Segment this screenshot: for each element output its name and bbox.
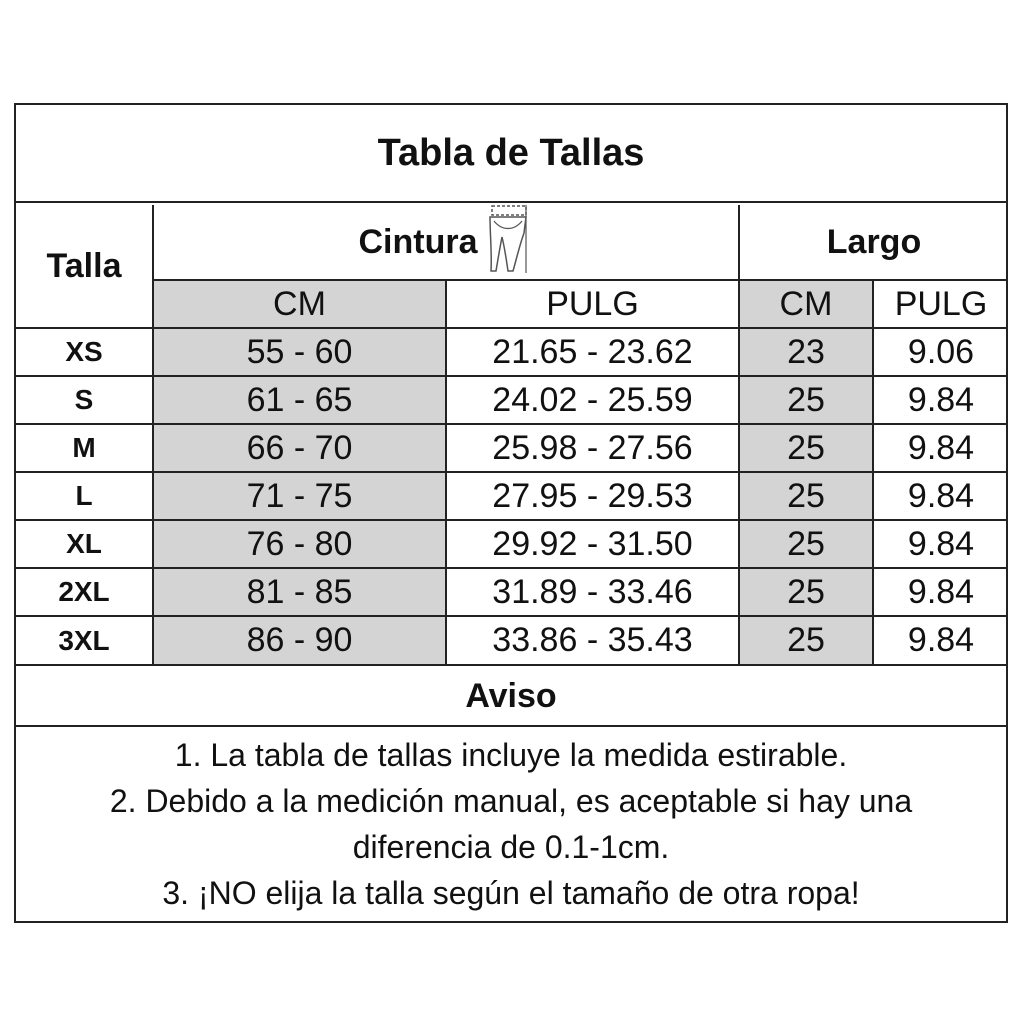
notice-line: 1. La tabla de tallas incluye la medida estirable. <box>174 737 848 773</box>
waist-cm-cell: 81 - 85 <box>154 569 445 615</box>
size-cell: 2XL <box>58 576 110 607</box>
notice-title: Aviso <box>465 677 557 715</box>
notice-line: 2. Debido a la medición manual, es aceptable si hay una <box>109 783 913 819</box>
length-cm-cell: 25 <box>740 377 872 423</box>
waist-cm-cell: 76 - 80 <box>154 521 445 567</box>
size-header: Talla <box>46 246 122 285</box>
waist-header <box>154 205 738 279</box>
length-cm-cell: 25 <box>740 617 872 664</box>
size-chart <box>14 103 1008 923</box>
size-cell: S <box>74 384 94 415</box>
length-inch-cell: 9.84 <box>907 428 975 467</box>
length-cm-cell: 25 <box>740 569 872 615</box>
waist-cm-cell: 71 - 75 <box>154 473 445 519</box>
length-inch-cell: 9.84 <box>907 572 975 611</box>
length-cm-cell: 25 <box>740 521 872 567</box>
waist-inch-cell: 25.98 - 27.56 <box>492 428 693 467</box>
length-inch-cell: 9.84 <box>907 476 975 515</box>
length-cm-header: CM <box>740 281 872 327</box>
length-cm-cell: 25 <box>740 473 872 519</box>
waist-inch-cell: 31.89 - 33.46 <box>492 572 693 611</box>
waist-cm-cell: 66 - 70 <box>154 425 445 471</box>
size-cell: XL <box>66 528 102 559</box>
length-header: Largo <box>826 222 922 261</box>
size-cell: 3XL <box>58 624 110 656</box>
length-inch-cell: 9.06 <box>907 332 975 371</box>
size-cell: L <box>75 480 93 511</box>
waist-inch-cell: 21.65 - 23.62 <box>492 332 693 371</box>
size-cell: XS <box>65 336 103 367</box>
pants-measure-icon <box>486 203 534 282</box>
length-cm-cell: 25 <box>740 425 872 471</box>
waist-inch-cell: 24.02 - 25.59 <box>492 380 693 419</box>
waist-cm-cell: 55 - 60 <box>154 329 445 375</box>
waist-inch-cell: 33.86 - 35.43 <box>492 621 693 659</box>
waist-inch-cell: 27.95 - 29.53 <box>492 476 693 515</box>
length-inch-cell: 9.84 <box>907 380 975 419</box>
length-inch-cell: 9.84 <box>907 621 975 659</box>
notice-line: diferencia de 0.1-1cm. <box>352 829 670 865</box>
chart-title: Tabla de Tallas <box>377 131 645 174</box>
length-cm-cell: 23 <box>740 329 872 375</box>
size-cell: M <box>72 432 96 463</box>
waist-cm-header: CM <box>154 281 445 327</box>
notice-line: 3. ¡NO elija la talla según el tamaño de otra ropa! <box>162 875 860 911</box>
waist-header-label: Cintura <box>358 222 478 261</box>
length-inch-header: PULG <box>894 284 988 323</box>
title-row <box>16 105 1006 203</box>
waist-cm-cell: 61 - 65 <box>154 377 445 423</box>
notice-body <box>16 727 1006 921</box>
waist-inch-cell: 29.92 - 31.50 <box>492 524 693 563</box>
waist-inch-header: PULG <box>546 284 639 323</box>
waist-cm-cell: 86 - 90 <box>154 617 445 664</box>
length-inch-cell: 9.84 <box>907 524 975 563</box>
